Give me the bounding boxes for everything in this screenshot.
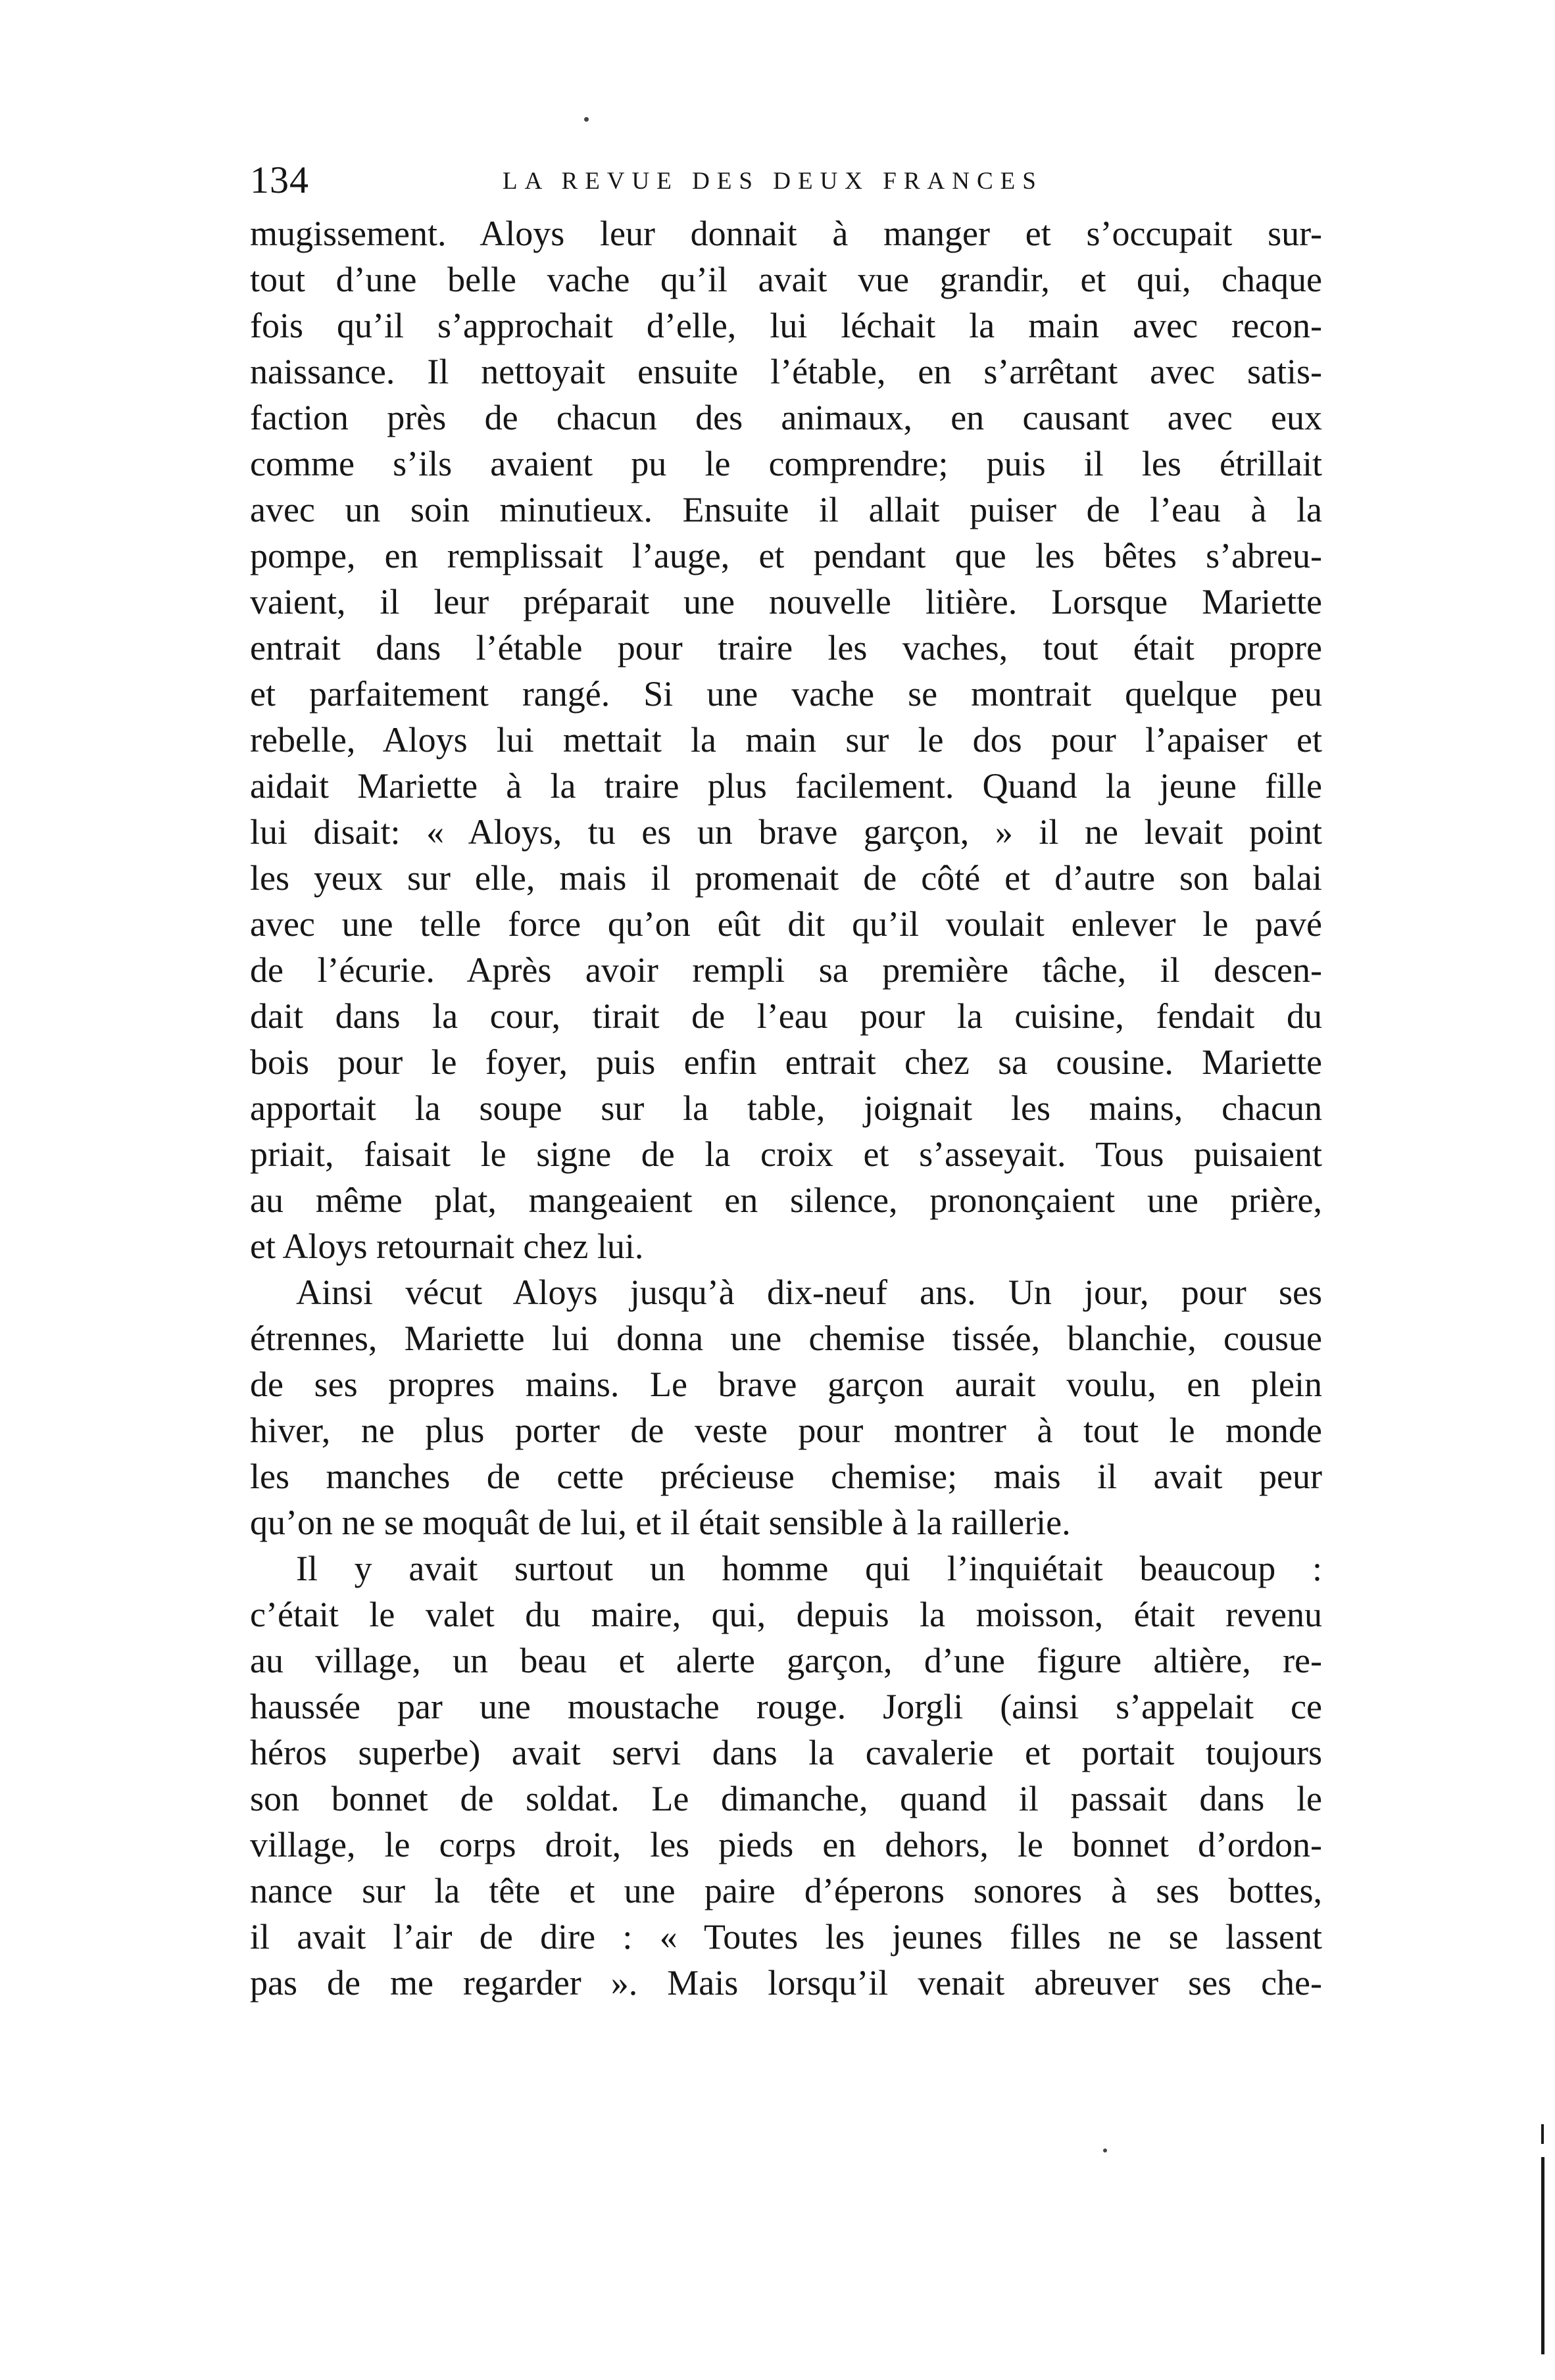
text-line: il avait l’air de dire : « Toutes les jeunes filles ne se lassent [250, 1917, 1322, 1956]
ink-speck-top [584, 117, 589, 122]
text-line: pompe, en remplissait l’auge, et pendant que les bêtes s’abreu- [250, 536, 1322, 575]
paragraph [250, 210, 1322, 1269]
text-line: nance sur la tête et une paire d’éperons sonores à ses bottes, [250, 1871, 1322, 1910]
text-line: au village, un beau et alerte garçon, d’une figure altière, re- [250, 1641, 1322, 1680]
text-line: tout d’une belle vache qu’il avait vue grandir, et qui, chaque [250, 260, 1322, 299]
text-line: étrennes, Mariette lui donna une chemise tissée, blanchie, cousue [250, 1319, 1322, 1358]
text-line: son bonnet de soldat. Le dimanche, quand il passait dans le [250, 1779, 1322, 1818]
text-line: fois qu’il s’approchait d’elle, lui léchait la main avec recon- [250, 306, 1322, 345]
text-line: les manches de cette précieuse chemise; mais il avait peur [250, 1457, 1322, 1496]
text-line: vaient, il leur préparait une nouvelle litière. Lorsque Mariette [250, 582, 1322, 621]
text-line: avec une telle force qu’on eût dit qu’il voulait enlever le pavé [250, 904, 1322, 944]
page-header [250, 154, 1322, 206]
text-line: mugissement. Aloys leur donnait à manger et s’occupait sur- [250, 214, 1322, 253]
text-line: qu’on ne se moquât de lui, et il était sensible à la raillerie. [250, 1503, 1071, 1542]
paragraph [250, 1545, 1322, 2006]
text-line: de ses propres mains. Le brave garçon aurait voulu, en plein [250, 1365, 1322, 1404]
text-line: apportait la soupe sur la table, joignait les mains, chacun [250, 1088, 1322, 1128]
text-line: de l’écurie. Après avoir rempli sa première tâche, il descen- [250, 950, 1322, 990]
text-line: dait dans la cour, tirait de l’eau pour la cuisine, fendait du [250, 996, 1322, 1036]
text-line: hiver, ne plus porter de veste pour montrer à tout le monde [250, 1411, 1322, 1450]
text-line: et parfaitement rangé. Si une vache se montrait quelque peu [250, 674, 1322, 714]
text-line: village, le corps droit, les pieds en dehors, le bonnet d’ordon- [250, 1825, 1322, 1864]
text-line: c’était le valet du maire, qui, depuis la moisson, était revenu [250, 1595, 1322, 1634]
text-line: et Aloys retournait chez lui. [250, 1226, 644, 1266]
text-line: priait, faisait le signe de la croix et s’asseyait. Tous puisaient [250, 1134, 1322, 1174]
running-title: LA REVUE DES DEUX FRANCES [503, 168, 1043, 195]
text-line: les yeux sur elle, mais il promenait de côté et d’autre son balai [250, 858, 1322, 898]
text-line: avec un soin minutieux. Ensuite il allait puiser de l’eau à la [250, 490, 1322, 529]
body-text [250, 210, 1322, 2006]
text-line: haussée par une moustache rouge. Jorgli (ainsi s’appelait ce [250, 1687, 1322, 1726]
text-line: bois pour le foyer, puis enfin entrait chez sa cousine. Mariette [250, 1042, 1322, 1082]
text-line: héros superbe) avait servi dans la cavalerie et portait toujours [250, 1733, 1322, 1772]
scan-edge-mark [1541, 2124, 1544, 2144]
text-line: Il y avait surtout un homme qui l’inquiétait beaucoup : [296, 1549, 1322, 1588]
text-line: naissance. Il nettoyait ensuite l’étable, en s’arrêtant avec satis- [250, 352, 1322, 391]
paragraph [250, 1269, 1322, 1545]
scan-edge-line [1541, 2157, 1544, 2354]
text-line: rebelle, Aloys lui mettait la main sur le dos pour l’apaiser et [250, 720, 1322, 760]
text-line: aidait Mariette à la traire plus facilement. Quand la jeune fille [250, 766, 1322, 806]
text-line: faction près de chacun des animaux, en causant avec eux [250, 398, 1322, 437]
text-line: pas de me regarder ». Mais lorsqu’il venait abreuver ses che- [250, 1963, 1322, 2003]
text-line: Ainsi vécut Aloys jusqu’à dix-neuf ans. Un jour, pour ses [296, 1273, 1322, 1312]
text-line: comme s’ils avaient pu le comprendre; puis il les étrillait [250, 444, 1322, 483]
text-line: lui disait: « Aloys, tu es un brave garçon, » il ne levait point [250, 812, 1322, 852]
text-line: au même plat, mangeaient en silence, prononçaient une prière, [250, 1180, 1322, 1220]
ink-speck-bottom [1103, 2149, 1107, 2152]
text-line: entrait dans l’étable pour traire les vaches, tout était propre [250, 628, 1322, 668]
page-number: 134 [250, 158, 309, 201]
